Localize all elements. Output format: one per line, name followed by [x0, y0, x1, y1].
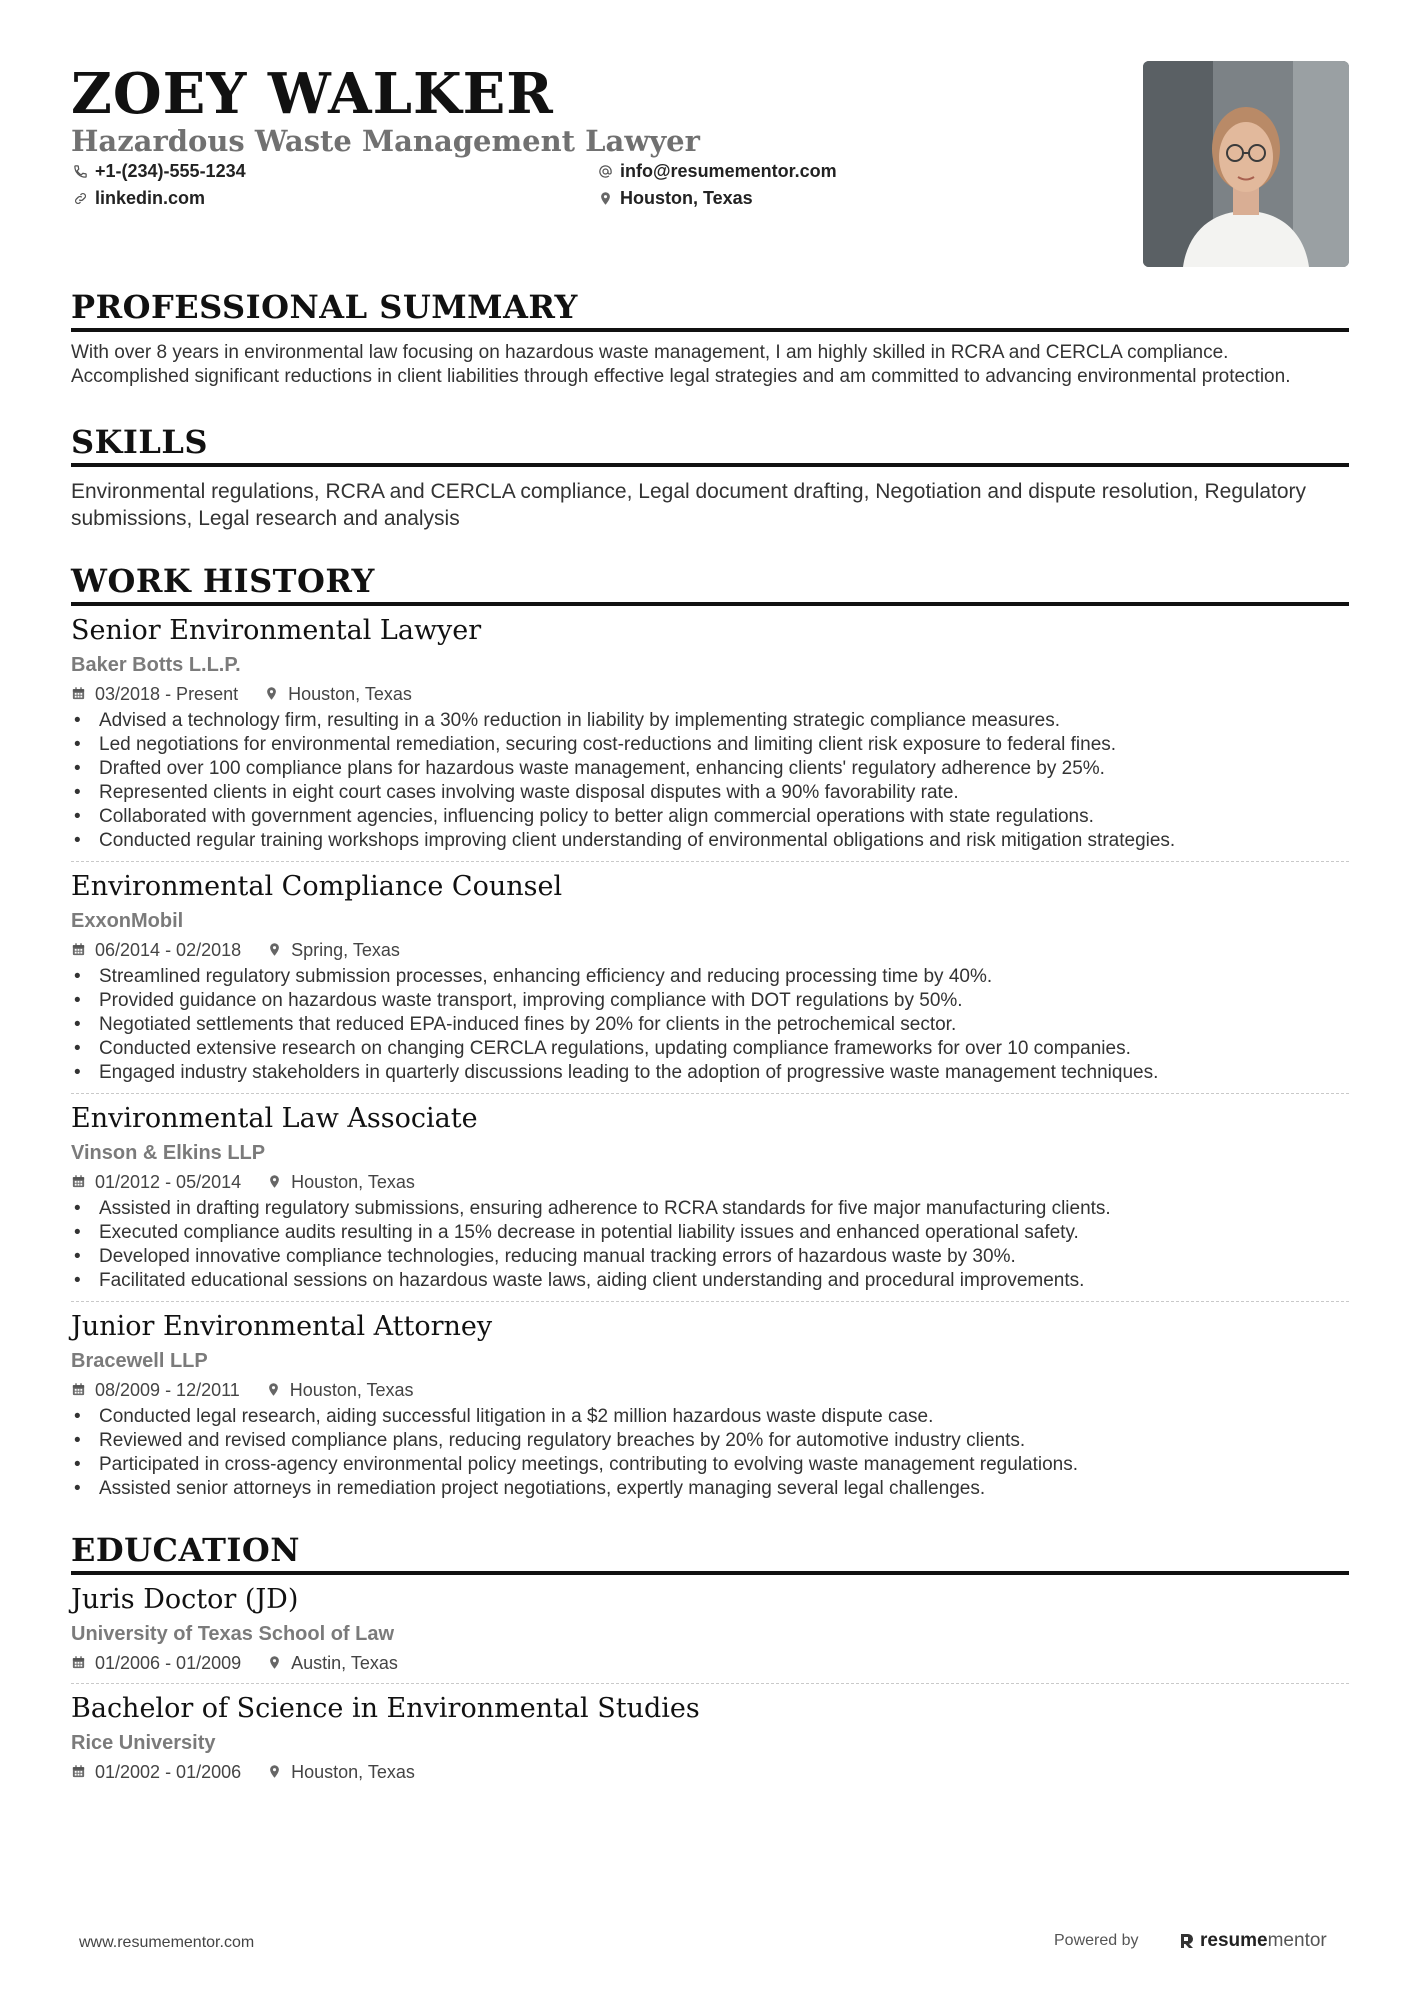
entry-location: Houston, Texas — [291, 1762, 415, 1782]
location-pin-icon — [267, 1174, 283, 1190]
brand-name-light: mentor — [1267, 1930, 1327, 1951]
job-bullet: • Reviewed and revised compliance plans, reducing regulatory breaches by 20% for automotive industry clients. — [71, 1429, 1349, 1453]
entry-location: Houston, Texas — [288, 684, 412, 704]
footer-website[interactable]: www.resumementor.com — [79, 1934, 255, 1951]
degree-title: Bachelor of Science in Environmental Studies — [71, 1693, 700, 1724]
job-entry — [71, 606, 1349, 862]
candidate-title: Hazardous Waste Management Lawyer — [71, 124, 700, 158]
education-list — [71, 1575, 1349, 1792]
candidate-name: ZOEY WALKER — [71, 61, 554, 127]
calendar-icon — [71, 1174, 87, 1190]
job-bullet: • Drafted over 100 compliance plans for hazardous waste management, enhancing clients' regulatory adherence by 25%. — [71, 757, 1349, 781]
job-bullet: • Negotiated settlements that reduced EPA-induced fines by 20% for clients in the petrochemical sector. — [71, 1013, 1349, 1037]
job-entry — [71, 1094, 1349, 1302]
job-entry — [71, 862, 1349, 1094]
job-bullet: • Developed innovative compliance technologies, reducing manual tracking errors of hazardous waste by 30%. — [71, 1245, 1349, 1269]
page-footer — [79, 1930, 1339, 1960]
summary-section — [71, 288, 1349, 389]
entry-dates: 01/2006 - 01/2009 — [95, 1653, 242, 1673]
job-company: Baker Botts L.L.P. — [71, 654, 241, 676]
contact-info — [71, 160, 1121, 210]
location-pin-icon — [267, 1764, 283, 1780]
contact-linkedin[interactable] — [71, 187, 596, 210]
calendar-icon — [71, 942, 87, 958]
degree-title: Juris Doctor (JD) — [71, 1584, 299, 1615]
job-bullets — [71, 1405, 1349, 1501]
job-entry — [71, 1302, 1349, 1509]
entry-location: Austin, Texas — [291, 1653, 398, 1673]
phone-icon — [71, 163, 89, 181]
location-text: Houston, Texas — [620, 188, 753, 208]
resume-header — [71, 0, 1349, 280]
job-bullets — [71, 1197, 1349, 1293]
job-title: Environmental Law Associate — [71, 1103, 478, 1134]
contact-location — [596, 187, 1121, 210]
school-name: Rice University — [71, 1732, 216, 1754]
linkedin-text: linkedin.com — [95, 188, 206, 208]
job-bullet: • Conducted legal research, aiding successful litigation in a $2 million hazardous waste dispute case. — [71, 1405, 1349, 1429]
skills-text: Environmental regulations, RCRA and CERCLA compliance, Legal document drafting, Negotiation and dispute resolution, Regulatory submissions, Legal research and analysis — [71, 480, 1307, 530]
calendar-icon — [71, 686, 87, 702]
location-pin-icon — [267, 942, 283, 958]
skills-section — [71, 423, 1349, 532]
work-history-heading: WORK HISTORY — [71, 562, 1349, 606]
entry-meta — [71, 1651, 1349, 1675]
contact-email[interactable] — [596, 160, 1121, 183]
phone-text: +1-(234)-555-1234 — [95, 161, 246, 181]
resume-page — [71, 0, 1349, 1792]
job-bullet: • Conducted regular training workshops improving client understanding of environmental obligations and risk mitigation strategies. — [71, 829, 1349, 853]
entry-meta — [71, 1760, 1349, 1784]
job-bullet: • Streamlined regulatory submission processes, enhancing efficiency and reducing processing time by 40%. — [71, 965, 1349, 989]
job-bullet: • Executed compliance audits resulting in a 15% decrease in potential liability issues and enhanced operational safety. — [71, 1221, 1349, 1245]
job-bullet: • Led negotiations for environmental remediation, securing cost-reductions and limiting client risk exposure to federal fines. — [71, 733, 1349, 757]
entry-dates: 06/2014 - 02/2018 — [95, 940, 242, 960]
job-bullet: • Assisted in drafting regulatory submissions, ensuring adherence to RCRA standards for five major manufacturing clients. — [71, 1197, 1349, 1221]
jobs-list — [71, 606, 1349, 1509]
entry-dates: 01/2012 - 05/2014 — [95, 1172, 242, 1192]
entry-dates: 08/2009 - 12/2011 — [95, 1380, 240, 1400]
profile-photo — [1143, 61, 1349, 267]
brand-mark-icon — [1178, 1932, 1196, 1950]
summary-heading: PROFESSIONAL SUMMARY — [71, 288, 1349, 332]
job-bullet: • Engaged industry stakeholders in quarterly discussions leading to the adoption of progressive waste management techniques. — [71, 1061, 1349, 1085]
education-heading: EDUCATION — [71, 1531, 1349, 1575]
school-name: University of Texas School of Law — [71, 1623, 395, 1645]
job-bullets — [71, 709, 1349, 853]
location-pin-icon — [264, 686, 280, 702]
location-pin-icon — [267, 1655, 283, 1671]
education-entry — [71, 1575, 1349, 1684]
calendar-icon — [71, 1764, 87, 1780]
job-company: Bracewell LLP — [71, 1350, 208, 1372]
job-bullet: • Represented clients in eight court cases involving waste disposal disputes with a 90% favorability rate. — [71, 781, 1349, 805]
summary-text: With over 8 years in environmental law focusing on hazardous waste management, I am highly skilled in RCRA and CERCLA compliance. Accomplished significant reductions in client liabilities through effective legal strategies and am committed to advancing environmental protection. — [71, 342, 1291, 387]
entry-location: Spring, Texas — [291, 940, 400, 960]
job-title: Junior Environmental Attorney — [71, 1311, 493, 1342]
education-entry — [71, 1684, 1349, 1792]
email-text: info@resumementor.com — [620, 161, 837, 181]
calendar-icon — [71, 1382, 87, 1398]
entry-dates: 03/2018 - Present — [95, 684, 239, 704]
entry-meta — [71, 682, 1349, 706]
job-bullet: • Collaborated with government agencies, influencing policy to better align commercial operations with state regulations. — [71, 805, 1349, 829]
at-icon — [596, 163, 614, 181]
job-bullet: • Participated in cross-agency environmental policy meetings, contributing to evolving waste management regulations. — [71, 1453, 1349, 1477]
job-bullet: • Conducted extensive research on changing CERCLA regulations, updating compliance frameworks for over 10 companies. — [71, 1037, 1349, 1061]
contact-phone[interactable] — [71, 160, 596, 183]
location-pin-icon — [266, 1382, 282, 1398]
entry-dates: 01/2002 - 01/2006 — [95, 1762, 242, 1782]
powered-by-label: Powered by — [1054, 1932, 1139, 1949]
skills-heading: SKILLS — [71, 423, 1349, 467]
job-company: Vinson & Elkins LLP — [71, 1142, 266, 1164]
work-history-section — [71, 562, 1349, 1509]
entry-meta — [71, 938, 1349, 962]
location-pin-icon — [596, 190, 614, 208]
job-company: ExxonMobil — [71, 910, 184, 932]
entry-meta — [71, 1170, 1349, 1194]
job-bullets — [71, 965, 1349, 1085]
entry-location: Houston, Texas — [291, 1172, 415, 1192]
calendar-icon — [71, 1655, 87, 1671]
entry-location: Houston, Texas — [289, 1380, 414, 1400]
job-title: Environmental Compliance Counsel — [71, 871, 563, 902]
job-bullet: • Assisted senior attorneys in remediation project negotiations, expertly managing several legal challenges. — [71, 1477, 1349, 1501]
education-section — [71, 1531, 1349, 1792]
job-title: Senior Environmental Lawyer — [71, 615, 482, 646]
link-icon — [71, 190, 89, 208]
brand-name-bold: resume — [1200, 1930, 1268, 1951]
brand-logo[interactable] — [1178, 1930, 1327, 1952]
job-bullet: • Facilitated educational sessions on hazardous waste laws, aiding client understanding and procedural improvements. — [71, 1269, 1349, 1293]
job-bullet: • Provided guidance on hazardous waste transport, improving compliance with DOT regulations by 50%. — [71, 989, 1349, 1013]
job-bullet: • Advised a technology firm, resulting in a 30% reduction in liability by implementing strategic compliance measures. — [71, 709, 1349, 733]
entry-meta — [71, 1378, 1349, 1402]
